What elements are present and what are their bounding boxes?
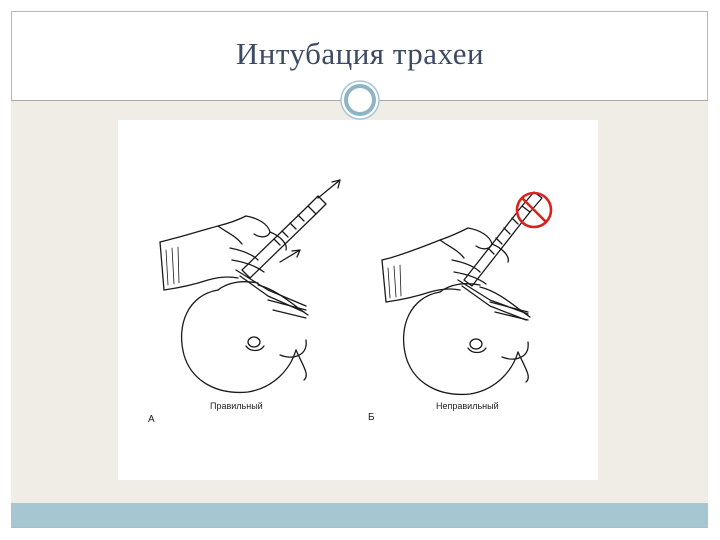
- panel-a-letter: А: [148, 414, 155, 425]
- panel-b-letter: Б: [368, 412, 375, 423]
- footer-band: [11, 503, 708, 527]
- panel-b-caption: Неправильный: [436, 401, 499, 411]
- circle-ornament-icon: [340, 80, 380, 120]
- slide-title: Интубация трахеи: [235, 36, 485, 71]
- intubation-illustration: [118, 120, 598, 480]
- panel-a-caption: Правильный: [210, 401, 263, 411]
